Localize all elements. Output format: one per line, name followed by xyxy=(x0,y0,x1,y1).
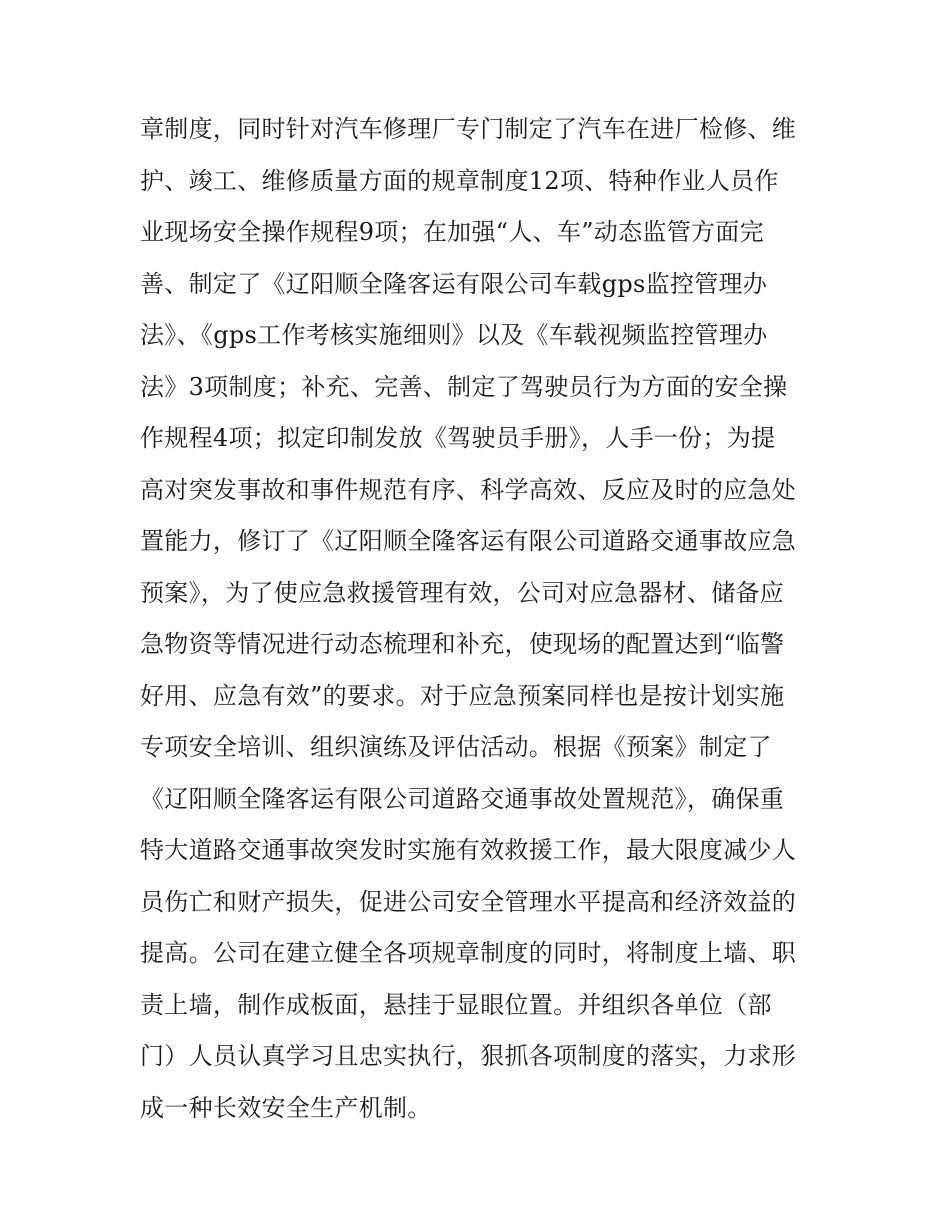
text-line-18: 责上墙，制作成板面，悬挂于显眼位置。并组织各单位（部 xyxy=(140,990,772,1019)
text-line-14: 《辽阳顺全隆客运有限公司道路交通事故处置规范》，确保重 xyxy=(140,784,785,813)
text-line-4: 善、制定了《辽阳顺全隆客运有限公司车载gps监控管理办 xyxy=(140,269,768,298)
body-paragraph xyxy=(140,104,820,1134)
text-line-7: 作规程4项；拟定印制发放《驾驶员手册》，人手一份；为提 xyxy=(140,424,776,452)
text-line-1: 章制度，同时针对汽车修理厂专门制定了汽车在进厂检修、维 xyxy=(140,115,797,143)
text-line-11: 急物资等情况进行动态梳理和补充，使现场的配置达到“临警 xyxy=(140,630,785,658)
text-line-17: 提高。公司在建立健全各项规章制度的同时，将制度上墙、职 xyxy=(140,939,797,967)
text-line-3: 业现场安全操作规程9项；在加强“人、车”动态监管方面完 xyxy=(140,218,764,246)
text-line-9: 置能力，修订了《辽阳顺全隆客运有限公司道路交通事故应急 xyxy=(140,527,797,555)
text-line-13: 专项安全培训、组织演练及评估活动。根据《预案》制定了 xyxy=(140,733,772,761)
text-line-12: 好用、应急有效”的要求。对于应急预案同样也是按计划实施 xyxy=(140,681,785,710)
text-line-5: 法》、《gps工作考核实施细则》以及《车载视频监控管理办 xyxy=(140,321,768,349)
text-line-20: 成一种长效安全生产机制。 xyxy=(140,1093,432,1122)
text-line-2: 护、竣工、维修质量方面的规章制度12项、特种作业人员作 xyxy=(140,166,779,195)
text-line-10: 预案》，为了使应急救援管理有效，公司对应急器材、储备应 xyxy=(140,578,785,607)
text-line-6: 法》3项制度；补充、完善、制定了驾驶员行为方面的安全操 xyxy=(140,372,788,401)
text-line-16: 员伤亡和财产损失，促进公司安全管理水平提高和经济效益的 xyxy=(140,887,797,916)
text-line-15: 特大道路交通事故突发时实施有效救援工作，最大限度减少人 xyxy=(140,836,797,864)
text-line-8: 高对突发事故和事件规范有序、科学高效、反应及时的应急处 xyxy=(140,475,797,504)
text-line-19: 门）人员认真学习且忠实执行，狠抓各项制度的落实，力求形 xyxy=(140,1042,797,1070)
